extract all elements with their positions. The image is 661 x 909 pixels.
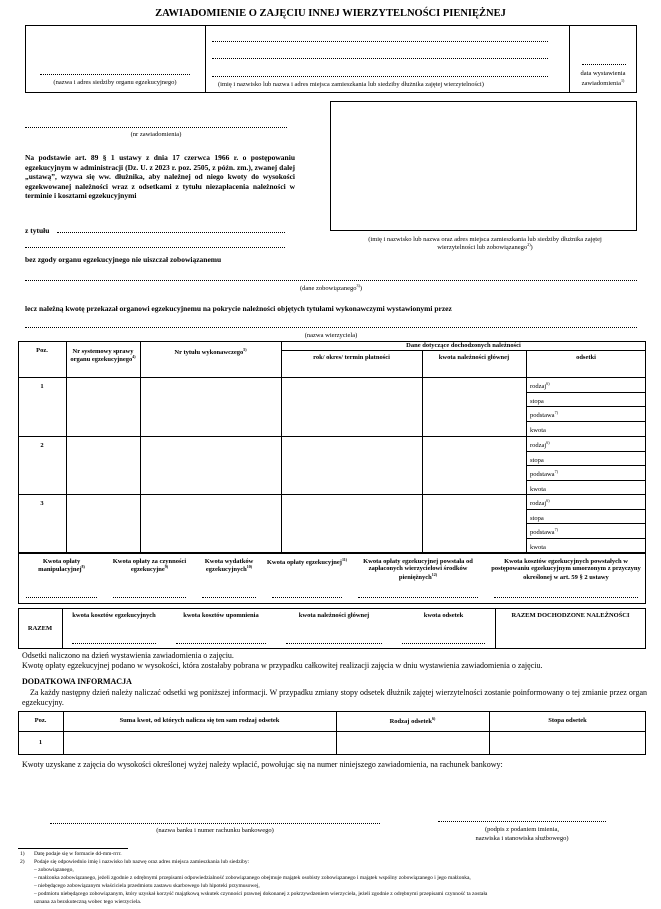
creditor-label: (nazwa wierzyciela) [304, 332, 358, 339]
extra-col-poz: Poz. [34, 717, 47, 724]
date-label-1: data wystawienia [580, 70, 626, 77]
z-tytulu-field[interactable] [57, 232, 285, 233]
fee-label: Kwota wydatków egzekucyjnych$^{10)}$ [204, 558, 254, 574]
extra-col-suma: Suma kwot, od których nalicza się ten sam rodzaj odsetek [119, 717, 280, 724]
extra-col-rodzaj: Rodzaj odsetek$^{6)}$ [389, 716, 436, 726]
extra-heading: DODATKOWA INFORMACJA [22, 677, 132, 686]
fee-field[interactable] [113, 597, 186, 598]
odsetki-divider [526, 523, 646, 524]
odsetki-divider [526, 480, 646, 481]
z-tytulu-label: z tytułu [25, 226, 50, 235]
razem-field[interactable] [72, 643, 156, 644]
obligor-data-field[interactable] [25, 280, 637, 281]
fee-label: Kwota opłaty egzekucyjnej powstała od zapłaconych wierzycielowi środków pieniężnych$^{12)}$ [363, 558, 473, 582]
odsetki-kwota: kwota [530, 543, 546, 551]
row-poz: 1 [40, 383, 44, 390]
odsetki-divider [526, 406, 646, 407]
odsetki-divider [526, 451, 646, 452]
col-nr-tytulu: Nr tytułu wykonawczego$^{5)}$ [174, 347, 247, 357]
footnote-num: 1) [20, 851, 25, 857]
extra-col-stopa: Stopa odsetek [548, 717, 587, 724]
razem-col: RAZEM DOCHODZONE NALEŻNOŚCI [511, 612, 630, 619]
obligor-box[interactable] [330, 101, 637, 231]
organ-label: (nazwa i adres siedziby organu egzekucyjnego) [53, 79, 177, 86]
note-2: Kwotę opłaty egzekucyjnej podano w wysokości, która zostałaby pobrana w przypadku całkowitej realizacji zajęcia w dniu wystawienia zawiadomienia o zajęciu. [22, 661, 543, 670]
obligor-box-label: (imię i nazwisko lub nazwa oraz adres miejsca zamieszkania lub siedziby dłużnika zajętej wierzytelności lub zobowiązanego$^{2)}$) [368, 236, 602, 252]
odsetki-rodzaj: rodzaj$^{6)}$ [530, 498, 550, 508]
bank-field[interactable] [50, 823, 380, 824]
legal-text: Na podstawie art. 89 § 1 ustawy z dnia 17 czerwca 1966 r. o postępowaniu egzekucyjnym w administracji (Dz. U. z 2023 r. poz. 2505, z późn. zm.), zwanej dalej „ustawą”, wzywa się ww. dłużnika, aby należnej od niego kwoty do wysokości egzekwowanej należności wraz z odsetkami z tytułu niezapłacenia należności w terminie i kosztami egzekucyjnymi [25, 153, 295, 201]
odsetki-podstawa: podstawa$^{7)}$ [530, 410, 558, 420]
odsetki-divider [526, 421, 646, 422]
transfer-text: lecz należną kwotę przekazał organowi egzekucyjnemu na pokrycie należności objętych tytułami wykonawczymi wystawionymi przez [25, 304, 452, 313]
group-header: Dane dotyczące dochodzonych należności [406, 342, 521, 349]
fee-field[interactable] [26, 597, 97, 598]
fee-field[interactable] [494, 597, 638, 598]
razem-col: kwota kosztów upomnienia [183, 612, 259, 619]
footnote-text: – zobowiązanego, [34, 867, 74, 873]
odsetki-kwota: kwota [530, 485, 546, 493]
odsetki-divider [526, 465, 646, 466]
bank-text: Kwoty uzyskane z zajęcia do wysokości określonej wyżej należy wpłacić, powołując się na numer niniejszego zawiadomienia, na rachunek bankowy: [22, 760, 503, 769]
debtor-label: (imię i nazwisko lub nazwa i adres miejsca zamieszkania lub siedziby dłużnika zajętej wierzytelności) [218, 81, 484, 88]
main-table [18, 341, 646, 553]
fee-label: Kwota opłaty egzekucyjnej$^{11)}$ [266, 557, 348, 567]
bank-label: (nazwa banku i numer rachunku bankowego) [156, 827, 274, 834]
note-1: Odsetki naliczono na dzień wystawienia zawiadomienia o zajęciu. [22, 651, 234, 660]
fee-field[interactable] [202, 597, 256, 598]
no-consent-text: bez zgody organu egzekucyjnego nie uiszczał zobowiązanemu [25, 255, 222, 264]
sign-label-1: (podpis z podaniem imienia, [484, 826, 559, 833]
extra-text: Za każdy następny dzień należy naliczać odsetki wg poniższej informacji. W przypadku zmiany stopy odsetek dłużnik zajętej wierzytelności zostanie poinformowany o tej zmianie przez organ egzekucyjny. [22, 688, 647, 708]
row-poz: 2 [40, 442, 44, 449]
footnote-num: 2) [20, 859, 25, 865]
razem-field[interactable] [176, 643, 266, 644]
nr-label: (nr zawiadomienia) [130, 131, 182, 138]
footnote-text: Datę podaje się w formacie dd-mm-rrrr. [34, 851, 122, 857]
debtor-field-2[interactable] [212, 58, 548, 59]
obligor-data-label: (dane zobowiązanego$^{3)}$) [299, 283, 362, 293]
odsetki-podstawa: podstawa$^{7)}$ [530, 469, 558, 479]
razem-col: kwota należności głównej [298, 612, 370, 619]
footnote-text: Podaje się odpowiednio imię i nazwisko lub nazwę oraz adres miejsca zamieszkania lub siedziby: [34, 859, 250, 865]
col-odsetki: odsetki [576, 354, 596, 361]
razem-field[interactable] [402, 643, 485, 644]
col-poz: Poz. [36, 347, 48, 354]
odsetki-divider [526, 538, 646, 539]
date-label-2: zawiadomienia$^{1)}$ [581, 78, 625, 88]
footnote-text: – podmiotu niebędącego zobowiązanym, który uzyskał korzyść majątkową wskutek czynności prawnej dokonanej z pokrzywdzeniem wierzyciela, jeżeli zgodnie z odrębnymi przepisami czynność ta została [34, 891, 488, 897]
fee-label: Kwota kosztów egzekucyjnych powstałych w postępowaniu egzekucyjnym umorzonym z przyczyny określonej w art. 59 § 2 ustawy [491, 558, 641, 582]
col-rok: rok/ okres/ termin płatności [313, 354, 390, 361]
razem-label: RAZEM [27, 625, 53, 632]
odsetki-rodzaj: rodzaj$^{6)}$ [530, 440, 550, 450]
row-poz: 3 [40, 500, 44, 507]
fee-field[interactable] [358, 597, 478, 598]
footnote-text: uznana za bezskuteczną wobec tego wierzyciela. [34, 899, 142, 905]
col-nr-sprawy: Nr systemowy sprawy organu egzekucyjnego$^{4)}$ [70, 348, 136, 364]
creditor-field[interactable] [25, 327, 637, 328]
col-kwota: kwota należności głównej [438, 354, 510, 361]
odsetki-stopa: stopa [530, 397, 544, 405]
odsetki-podstawa: podstawa$^{7)}$ [530, 527, 558, 537]
signature-field[interactable] [438, 821, 606, 822]
razem-col: kwota odsetek [423, 612, 464, 619]
fee-label: Kwota opłaty manipulacyjnej$^{8)}$ [38, 558, 85, 574]
extra-row-1: 1 [38, 739, 43, 746]
nr-field[interactable] [25, 127, 287, 128]
odsetki-stopa: stopa [530, 456, 544, 464]
z-tytulu-field-2[interactable] [25, 247, 285, 248]
fee-field[interactable] [272, 597, 342, 598]
odsetki-rodzaj: rodzaj$^{6)}$ [530, 381, 550, 391]
debtor-field-1[interactable] [212, 41, 548, 42]
debtor-field-3[interactable] [212, 76, 548, 77]
footnote-text: – małżonka zobowiązanego, jeżeli zgodnie z odrębnymi przepisami odpowiedzialność zobowiązanego obejmuje majątek osobisty zobowiązanego i majątek wspólny zobowiązanego i jego małżonka, [34, 875, 471, 881]
odsetki-kwota: kwota [530, 426, 546, 434]
page-title: ZAWIADOMIENIE O ZAJĘCIU INNEJ WIERZYTELNOŚCI PIENIĘŻNEJ [155, 8, 506, 19]
razem-col: kwota kosztów egzekucyjnych [72, 612, 156, 619]
odsetki-stopa: stopa [530, 514, 544, 522]
sign-label-2: nazwiska i stanowiska służbowego) [475, 835, 569, 842]
razem-field[interactable] [286, 643, 382, 644]
odsetki-divider [526, 509, 646, 510]
odsetki-divider [526, 392, 646, 393]
organ-field[interactable] [40, 74, 190, 75]
fee-label: Kwota opłaty za czynności egzekucyjne$^{9)}$ [112, 558, 187, 574]
date-field[interactable] [582, 64, 626, 65]
footnote-text: – niebędącego zobowiązanym właściciela przedmiotu zastawu skarbowego lub hipoteki przymusowej, [34, 883, 260, 889]
